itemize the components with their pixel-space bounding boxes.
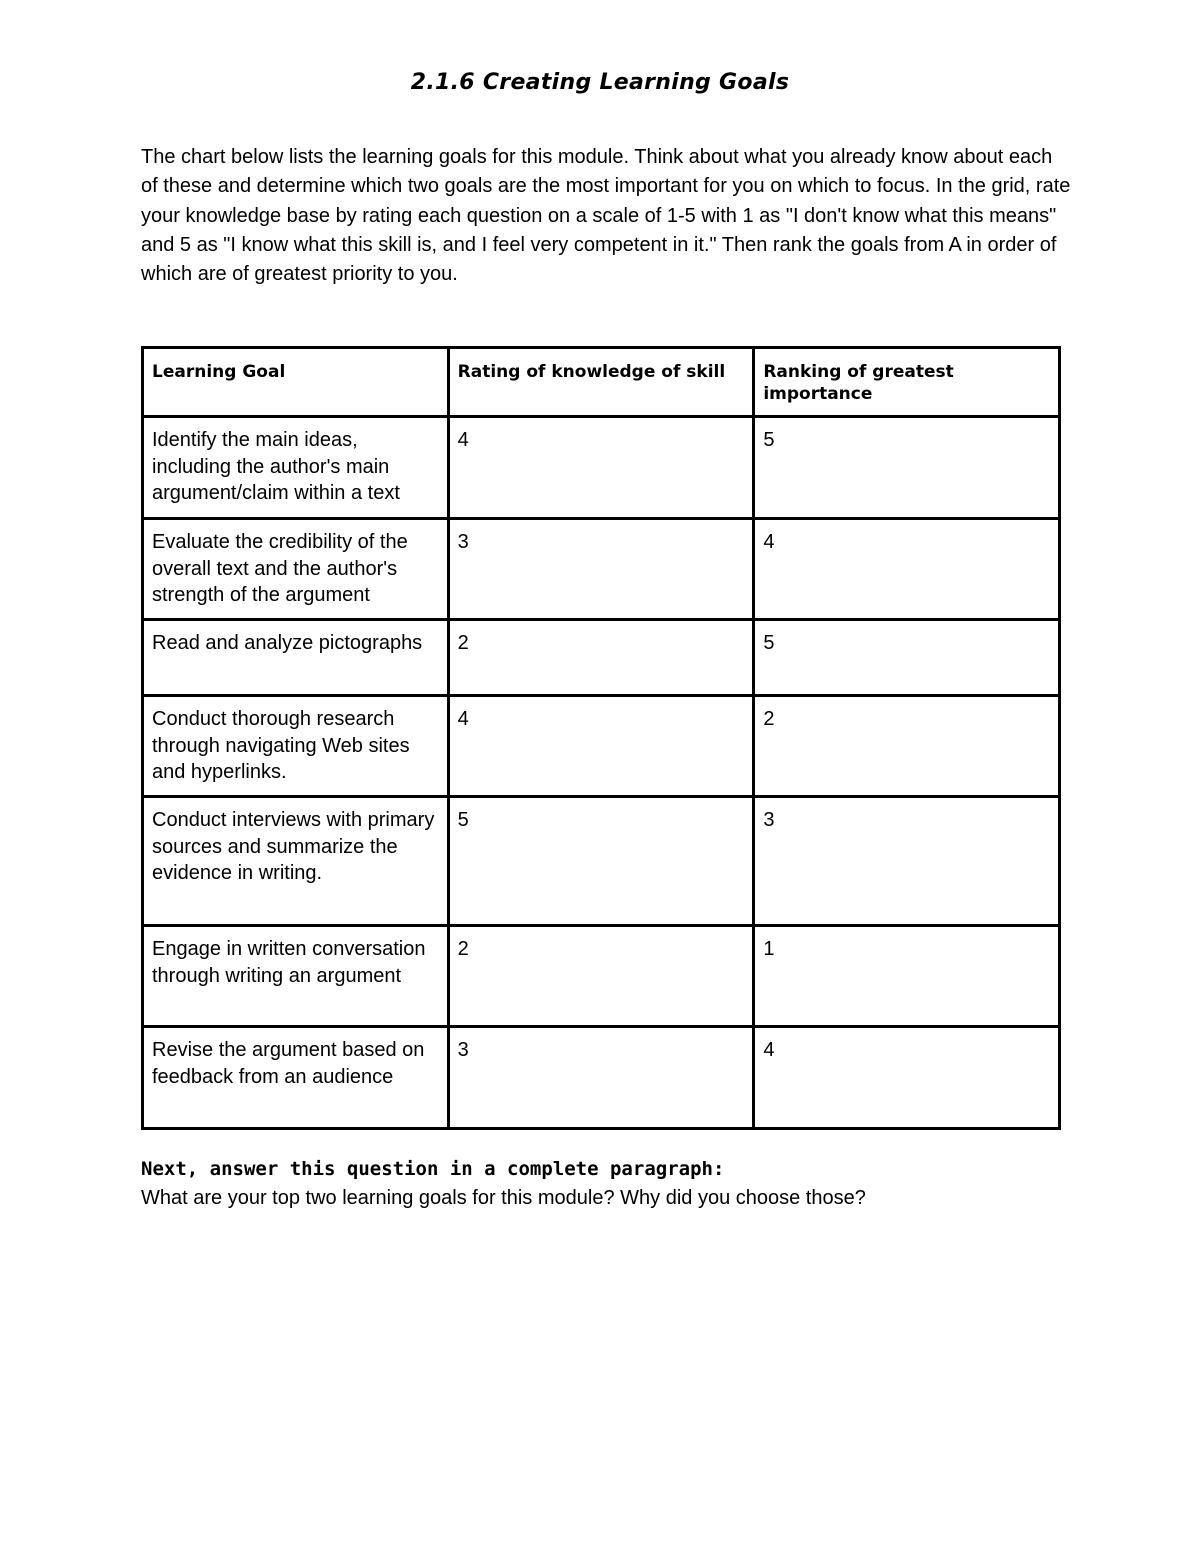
goal-cell: Conduct interviews with primary sources and summarize the evidence in writing. <box>143 797 449 926</box>
goal-cell: Evaluate the credibility of the overall text and the author's strength of the argument <box>143 519 449 620</box>
rating-cell: 2 <box>448 620 754 696</box>
ranking-cell: 4 <box>754 519 1060 620</box>
rating-cell: 4 <box>448 696 754 797</box>
ranking-cell: 1 <box>754 926 1060 1027</box>
goal-cell: Engage in written conversation through writing an argument <box>143 926 449 1027</box>
rating-cell: 5 <box>448 797 754 926</box>
goal-cell: Read and analyze pictographs <box>143 620 449 696</box>
table-row <box>143 519 1060 620</box>
rating-cell: 4 <box>448 417 754 519</box>
next-instruction: Next, answer this question in a complete paragraph: <box>141 1158 725 1180</box>
page-title: 2.1.6 Creating Learning Goals <box>410 70 790 95</box>
table-row <box>143 696 1060 797</box>
goal-cell: Revise the argument based on feedback from an audience <box>143 1027 449 1129</box>
goal-cell: Identify the main ideas, including the author's main argument/claim within a text <box>143 417 449 519</box>
table-row <box>143 797 1060 926</box>
table-row <box>143 1027 1060 1129</box>
ranking-cell: 3 <box>754 797 1060 926</box>
ranking-cell: 5 <box>754 620 1060 696</box>
table-row <box>143 417 1060 519</box>
header-learning-goal: Learning Goal <box>143 348 449 417</box>
table-header-row <box>143 348 1060 417</box>
ranking-cell: 2 <box>754 696 1060 797</box>
header-ranking: Ranking of greatest importance <box>754 348 1060 417</box>
learning-goals-table <box>141 346 1061 1130</box>
header-rating: Rating of knowledge of skill <box>448 348 754 417</box>
table-row <box>143 620 1060 696</box>
rating-cell: 2 <box>448 926 754 1027</box>
table-row <box>143 926 1060 1027</box>
ranking-cell: 5 <box>754 417 1060 519</box>
intro-paragraph: The chart below lists the learning goals for this module. Think about what you already know about each of these and determine which two goals are the most important for you on which to focus. In the grid, rate your knowledge base by rating each question on a scale of 1-5 with 1 as "I don't know what this means" and 5 as "I know what this skill is, and I feel very competent in it." Then rank the goals from A in order of which are of greatest priority to you. <box>141 146 1071 286</box>
rating-cell: 3 <box>448 519 754 620</box>
ranking-cell: 4 <box>754 1027 1060 1129</box>
question-text: What are your top two learning goals for this module? Why did you choose those? <box>141 1187 866 1209</box>
goal-cell: Conduct thorough research through navigating Web sites and hyperlinks. <box>143 696 449 797</box>
rating-cell: 3 <box>448 1027 754 1129</box>
